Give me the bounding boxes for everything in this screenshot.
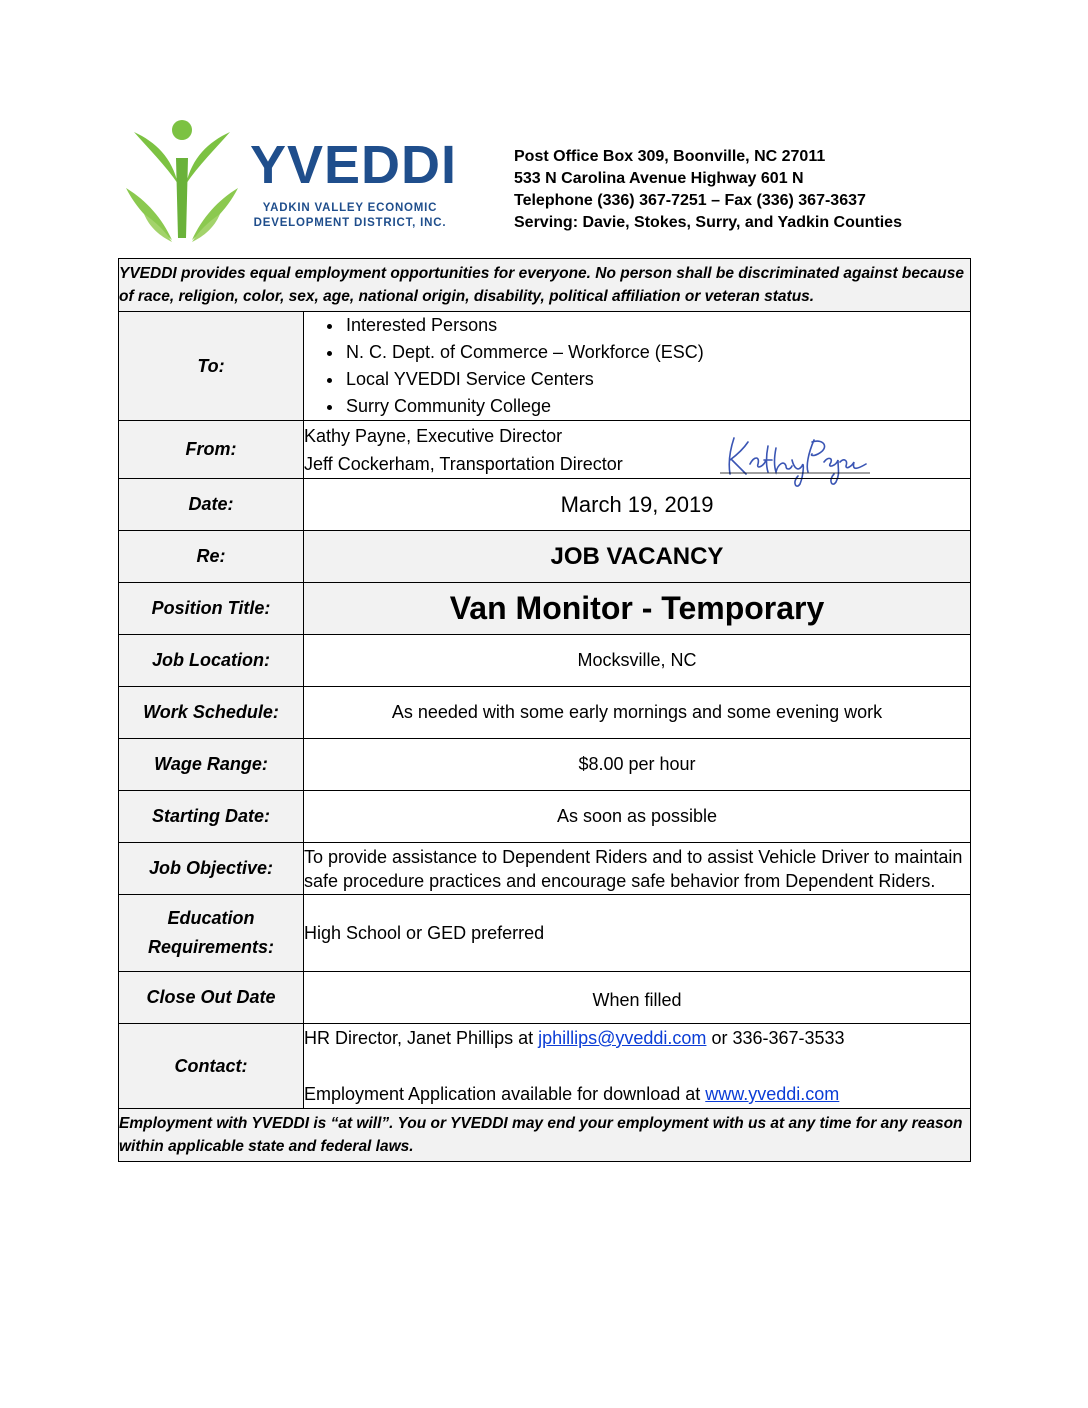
recipient-item: • Local YVEDDI Service Centers — [344, 366, 970, 393]
from-senders — [304, 421, 971, 479]
job-location-label: Job Location: — [119, 635, 304, 687]
date-label: Date: — [119, 479, 304, 531]
address-line: Post Office Box 309, Boonville, NC 27011 — [514, 148, 826, 165]
recipient-item: • Surry Community College — [344, 393, 970, 420]
contact-details — [304, 1024, 971, 1109]
date-value: March 19, 2019 — [304, 479, 971, 531]
to-label: To: — [119, 312, 304, 421]
sender-name: Kathy Payne, Executive Director — [304, 425, 563, 446]
contact-email-link[interactable]: jphillips@yveddi.com — [538, 1028, 707, 1048]
to-recipients — [304, 312, 971, 421]
re-value: JOB VACANCY — [304, 531, 971, 583]
education-label-line2: Requirements: — [147, 937, 275, 957]
phone-fax-line: Telephone (336) 367-7251 – Fax (336) 367-3637 — [514, 192, 866, 209]
serving-line: Serving: Davie, Stokes, Surry, and Yadkin Counties — [514, 214, 902, 231]
work-schedule-label: Work Schedule: — [119, 687, 304, 739]
contact-prefix: HR Director, Janet Phillips at — [304, 1028, 539, 1048]
eeo-notice: YVEDDI provides equal employment opportunities for everyone. No person shall be discriminated against because of race, religion, color, sex, age, national origin, disability, political affiliation or veteran status. — [119, 259, 971, 312]
address-block — [514, 146, 902, 234]
recipient-item: • N. C. Dept. of Commerce – Workforce (ESC) — [344, 339, 970, 366]
starting-date-label: Starting Date: — [119, 791, 304, 843]
logo-subtitle — [250, 201, 450, 231]
education-label-line1: Education — [167, 908, 255, 928]
leaf-figure-icon — [126, 118, 250, 244]
work-schedule-value: As needed with some early mornings and some evening work — [304, 687, 971, 739]
contact-label: Contact: — [119, 1024, 304, 1109]
logo-name: YVEDDI — [250, 135, 458, 195]
position-title-value: Van Monitor - Temporary — [304, 583, 971, 635]
logo-subtitle-line1: YADKIN VALLEY ECONOMIC — [262, 202, 438, 214]
close-out-date-value: When filled — [304, 972, 971, 1024]
job-objective-value: To provide assistance to Dependent Riders and to assist Vehicle Driver to maintain safe procedure practices and encourage safe behavior from Dependent Riders. — [304, 843, 971, 895]
education-value: High School or GED preferred — [304, 895, 971, 972]
position-title-label: Position Title: — [119, 583, 304, 635]
logo-subtitle-line2: DEVELOPMENT DISTRICT, INC. — [253, 217, 447, 229]
education-label — [119, 895, 304, 972]
yveddi-logo — [126, 118, 456, 244]
close-out-date-label: Close Out Date — [119, 972, 304, 1024]
wage-range-value: $8.00 per hour — [304, 739, 971, 791]
application-line — [304, 1082, 970, 1106]
contact-phone: or 336-367-3533 — [706, 1028, 845, 1048]
job-objective-label: Job Objective: — [119, 843, 304, 895]
application-prefix: Employment Application available for download at — [304, 1084, 706, 1104]
recipient-item: • Interested Persons — [344, 312, 970, 339]
address-line: 533 N Carolina Avenue Highway 601 N — [514, 170, 804, 187]
at-will-notice: Employment with YVEDDI is “at will”. You or YVEDDI may end your employment with us at any time for any reason within applicable state and federal laws. — [119, 1109, 971, 1162]
starting-date-value: As soon as possible — [304, 791, 971, 843]
from-label: From: — [119, 421, 304, 479]
re-label: Re: — [119, 531, 304, 583]
contact-line — [304, 1026, 970, 1050]
job-location-value: Mocksville, NC — [304, 635, 971, 687]
sender-name: Jeff Cockerham, Transportation Director — [304, 453, 623, 474]
wage-range-label: Wage Range: — [119, 739, 304, 791]
job-vacancy-memo — [118, 258, 971, 1162]
website-link[interactable]: www.yveddi.com — [705, 1084, 840, 1104]
